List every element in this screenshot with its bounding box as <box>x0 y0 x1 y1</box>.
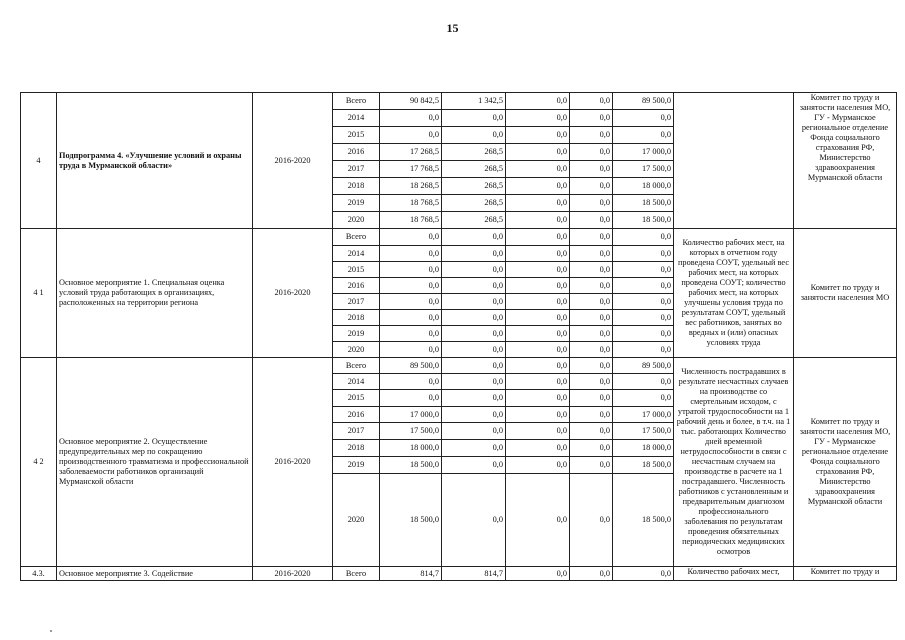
funding-value: 17 000,0 <box>380 407 442 423</box>
funding-value: 0,0 <box>442 110 506 127</box>
table-row <box>21 358 897 374</box>
funding-value: 0,0 <box>570 144 613 161</box>
funding-value: 0,0 <box>506 161 570 178</box>
row-number: 4 <box>21 93 57 229</box>
funding-value: 18 500,0 <box>380 474 442 567</box>
funding-value: 0,0 <box>506 374 570 390</box>
funding-value: 0,0 <box>506 195 570 212</box>
funding-value: 268,5 <box>442 144 506 161</box>
indicator-text <box>674 93 794 229</box>
funding-value: 89 500,0 <box>613 358 674 374</box>
funding-value: 0,0 <box>506 229 570 246</box>
row-number: 4 2 <box>21 358 57 567</box>
indicator-text: Численность пострадавших в результате несчастных случаев на производстве со смертельным исходом, с утратой трудоспособности на 1 рабочий день и более, в т.ч. на 1 тыс. работающих Количество дней временной нетрудоспособности в связи с несчастным случаем на производстве в расчете на 1 пострадавшего. Численность работников с установленным и предварительным диагнозом профессионального заболевания по результатам проведения обязательных периодических медицинских осмотров <box>674 358 794 567</box>
funding-value: 0,0 <box>570 178 613 195</box>
funding-value: 18 268,5 <box>380 178 442 195</box>
funding-value: 0,0 <box>570 246 613 262</box>
funding-value: 0,0 <box>380 127 442 144</box>
funding-value: 268,5 <box>442 161 506 178</box>
funding-value: 814,7 <box>380 567 442 581</box>
program-table <box>20 92 897 581</box>
funding-value: 0,0 <box>442 278 506 294</box>
funding-value: 0,0 <box>570 457 613 474</box>
funding-value: 0,0 <box>506 310 570 326</box>
funding-value: 0,0 <box>570 161 613 178</box>
funding-value: 0,0 <box>506 457 570 474</box>
funding-value: 1 342,5 <box>442 93 506 110</box>
year-cell: 2015 <box>333 127 380 144</box>
year-cell: Всего <box>333 358 380 374</box>
funding-value: 18 500,0 <box>380 457 442 474</box>
year-cell: 2019 <box>333 195 380 212</box>
funding-value: 0,0 <box>506 127 570 144</box>
funding-value: 0,0 <box>613 294 674 310</box>
funding-value: 0,0 <box>442 310 506 326</box>
funding-value: 0,0 <box>570 474 613 567</box>
year-cell: 2014 <box>333 110 380 127</box>
funding-value: 17 000,0 <box>613 144 674 161</box>
funding-value: 0,0 <box>613 246 674 262</box>
year-cell: 2018 <box>333 178 380 195</box>
program-name: Основное мероприятие 3. Содействие <box>57 567 253 581</box>
year-cell: 2016 <box>333 278 380 294</box>
funding-value: 0,0 <box>506 440 570 457</box>
funding-value: 268,5 <box>442 195 506 212</box>
year-cell: 2017 <box>333 423 380 440</box>
funding-value: 18 000,0 <box>613 440 674 457</box>
funding-value: 0,0 <box>380 390 442 407</box>
funding-value: 0,0 <box>442 127 506 144</box>
funding-value: 0,0 <box>570 294 613 310</box>
funding-value: 0,0 <box>506 246 570 262</box>
funding-value: 0,0 <box>380 294 442 310</box>
funding-value: 0,0 <box>570 127 613 144</box>
year-cell: 2016 <box>333 407 380 423</box>
funding-value: 17 500,0 <box>613 423 674 440</box>
funding-value: 0,0 <box>570 423 613 440</box>
indicator-text: Количество рабочих мест, на которых в отчетном году проведена СОУТ, удельный вес рабочих мест, на которых проведена СОУТ; количество рабочих мест, на которых улучшены условия труда по результатам СОУТ, удельный вес работников, занятых во вредных и (или) опасных условиях труда <box>674 229 794 358</box>
funding-value: 17 500,0 <box>613 161 674 178</box>
funding-value: 0,0 <box>613 342 674 358</box>
funding-value: 0,0 <box>570 326 613 342</box>
funding-value: 89 500,0 <box>380 358 442 374</box>
year-cell: 2015 <box>333 262 380 278</box>
funding-value: 0,0 <box>380 278 442 294</box>
funding-value: 0,0 <box>506 212 570 229</box>
year-cell: 2019 <box>333 326 380 342</box>
program-name: Основное мероприятие 2. Осуществление предупредительных мер по сокращению производственного травматизма и профессиональной заболеваемости работников организаций Мурманской области <box>57 358 253 567</box>
funding-value: 0,0 <box>570 407 613 423</box>
table-row <box>21 229 897 246</box>
funding-value: 0,0 <box>506 390 570 407</box>
funding-value: 0,0 <box>613 278 674 294</box>
year-cell: 2014 <box>333 374 380 390</box>
funding-value: 0,0 <box>380 110 442 127</box>
year-cell: 2020 <box>333 342 380 358</box>
funding-value: 0,0 <box>380 374 442 390</box>
funding-value: 0,0 <box>613 262 674 278</box>
funding-value: 0,0 <box>380 229 442 246</box>
funding-value: 0,0 <box>613 127 674 144</box>
year-cell: Всего <box>333 229 380 246</box>
funding-value: 0,0 <box>506 144 570 161</box>
year-cell: 2014 <box>333 246 380 262</box>
funding-value: 0,0 <box>613 310 674 326</box>
funding-value: 0,0 <box>380 310 442 326</box>
funding-value: 0,0 <box>570 229 613 246</box>
funding-value: 0,0 <box>570 390 613 407</box>
funding-value: 0,0 <box>570 358 613 374</box>
responsible-executor: Комитет по труду и <box>794 567 897 581</box>
funding-value: 0,0 <box>380 246 442 262</box>
responsible-executor: Комитет по труду и занятости населения МО <box>794 229 897 358</box>
funding-value: 0,0 <box>506 262 570 278</box>
funding-value: 0,0 <box>506 326 570 342</box>
funding-value: 268,5 <box>442 212 506 229</box>
funding-value: 90 842,5 <box>380 93 442 110</box>
funding-value: 0,0 <box>442 374 506 390</box>
program-period: 2016-2020 <box>253 93 333 229</box>
program-name: Основное мероприятие 1. Специальная оценка условий труда работающих в организациях, расположенных на территории региона <box>57 229 253 358</box>
year-cell: 2017 <box>333 294 380 310</box>
year-cell: 2020 <box>333 474 380 567</box>
funding-value: 0,0 <box>570 212 613 229</box>
table-row <box>21 93 897 110</box>
funding-value: 0,0 <box>442 407 506 423</box>
funding-value: 18 500,0 <box>613 212 674 229</box>
program-name: Подпрограмма 4. «Улучшение условий и охраны труда в Мурманской области» <box>57 93 253 229</box>
funding-value: 0,0 <box>570 440 613 457</box>
row-number: 4.3. <box>21 567 57 581</box>
funding-value: 0,0 <box>506 423 570 440</box>
funding-value: 0,0 <box>380 326 442 342</box>
funding-value: 0,0 <box>442 474 506 567</box>
funding-value: 0,0 <box>570 342 613 358</box>
funding-value: 17 500,0 <box>380 423 442 440</box>
funding-value: 0,0 <box>442 342 506 358</box>
funding-value: 0,0 <box>506 358 570 374</box>
funding-value: 0,0 <box>613 374 674 390</box>
year-cell: 2018 <box>333 440 380 457</box>
responsible-executor: Комитет по труду и занятости населения МО, ГУ - Мурманское региональное отделение Фонда социального страхования РФ, Министерство здравоохранения Мурманской области <box>794 358 897 567</box>
funding-value: 0,0 <box>570 93 613 110</box>
funding-value: 0,0 <box>380 342 442 358</box>
funding-value: 17 768,5 <box>380 161 442 178</box>
funding-value: 0,0 <box>442 457 506 474</box>
funding-value: 0,0 <box>442 390 506 407</box>
funding-value: 89 500,0 <box>613 93 674 110</box>
funding-value: 0,0 <box>442 326 506 342</box>
funding-value: 0,0 <box>570 278 613 294</box>
funding-value: 0,0 <box>506 278 570 294</box>
funding-value: 0,0 <box>442 262 506 278</box>
funding-value: 0,0 <box>506 567 570 581</box>
indicator-text: Количество рабочих мест, <box>674 567 794 581</box>
funding-value: 17 000,0 <box>613 407 674 423</box>
funding-value: 0,0 <box>613 326 674 342</box>
funding-value: 0,0 <box>613 567 674 581</box>
year-cell: 2019 <box>333 457 380 474</box>
year-cell: Всего <box>333 93 380 110</box>
funding-value: 0,0 <box>570 110 613 127</box>
funding-value: 0,0 <box>380 262 442 278</box>
funding-value: 0,0 <box>570 262 613 278</box>
page-number: 15 <box>446 21 459 35</box>
funding-value: 18 500,0 <box>613 457 674 474</box>
funding-value: 0,0 <box>613 110 674 127</box>
funding-value: 0,0 <box>442 246 506 262</box>
funding-value: 18 500,0 <box>613 474 674 567</box>
funding-value: 0,0 <box>506 110 570 127</box>
funding-value: 0,0 <box>442 358 506 374</box>
funding-value: 0,0 <box>570 195 613 212</box>
scan-speck <box>50 630 52 632</box>
funding-value: 18 000,0 <box>380 440 442 457</box>
funding-value: 0,0 <box>442 423 506 440</box>
funding-value: 0,0 <box>570 567 613 581</box>
responsible-executor: Комитет по труду и занятости населения МО, ГУ - Мурманское региональное отделение Фонда социального страхования РФ, Министерство здравоохранения Мурманской области <box>794 93 897 229</box>
funding-value: 18 768,5 <box>380 195 442 212</box>
year-cell: 2018 <box>333 310 380 326</box>
funding-value: 17 268,5 <box>380 144 442 161</box>
year-cell: 2016 <box>333 144 380 161</box>
table-row <box>21 567 897 581</box>
funding-value: 0,0 <box>506 474 570 567</box>
funding-value: 0,0 <box>570 374 613 390</box>
funding-value: 18 000,0 <box>613 178 674 195</box>
funding-value: 0,0 <box>506 342 570 358</box>
year-cell: Всего <box>333 567 380 581</box>
funding-value: 0,0 <box>442 294 506 310</box>
year-cell: 2015 <box>333 390 380 407</box>
funding-value: 18 768,5 <box>380 212 442 229</box>
funding-value: 268,5 <box>442 178 506 195</box>
program-period: 2016-2020 <box>253 567 333 581</box>
funding-value: 18 500,0 <box>613 195 674 212</box>
program-period: 2016-2020 <box>253 358 333 567</box>
funding-value: 0,0 <box>506 294 570 310</box>
funding-value: 0,0 <box>442 229 506 246</box>
funding-value: 0,0 <box>442 440 506 457</box>
funding-value: 0,0 <box>570 310 613 326</box>
funding-value: 0,0 <box>506 407 570 423</box>
funding-value: 0,0 <box>613 390 674 407</box>
funding-value: 814,7 <box>442 567 506 581</box>
funding-value: 0,0 <box>506 178 570 195</box>
funding-value: 0,0 <box>613 229 674 246</box>
row-number: 4 1 <box>21 229 57 358</box>
year-cell: 2017 <box>333 161 380 178</box>
program-period: 2016-2020 <box>253 229 333 358</box>
year-cell: 2020 <box>333 212 380 229</box>
funding-value: 0,0 <box>506 93 570 110</box>
